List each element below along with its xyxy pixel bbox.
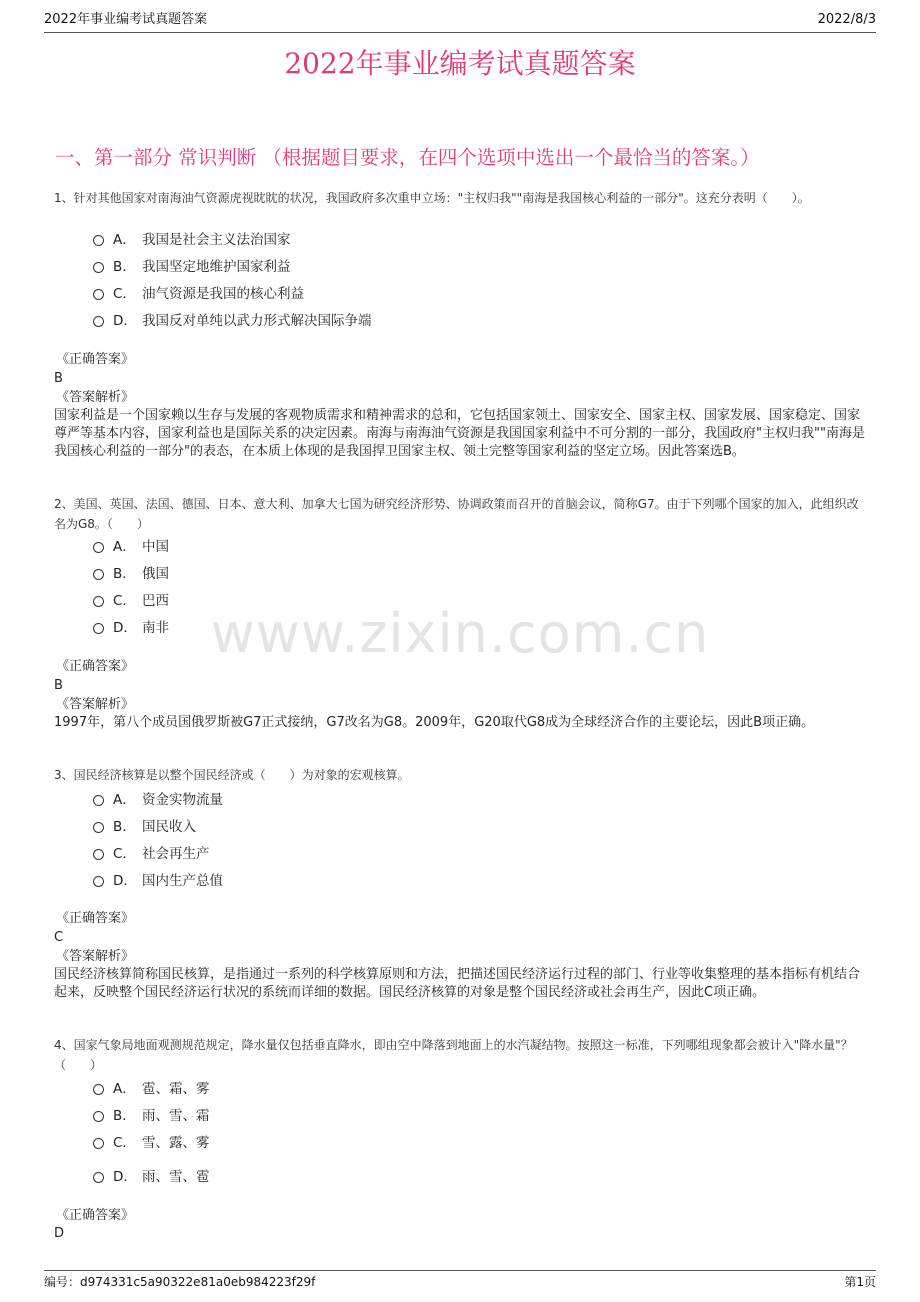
- correct-answer-label: 《正确答案》: [56, 911, 135, 926]
- question-3-stem: 3、国民经济核算是以整个国民经济或（ ）为对象的宏观核算。: [54, 768, 410, 782]
- question-3-option-b[interactable]: B． 国民收入: [93, 815, 196, 835]
- page-header: [44, 10, 876, 33]
- analysis-label: 《答案解析》: [56, 949, 135, 964]
- section-heading: 一、第一部分 常识判断 （根据题目要求，在四个选项中选出一个最恰当的答案。）: [55, 146, 760, 169]
- question-4-stem: 4、国家气象局地面观测规范规定，降水量仅包括垂直降水，即由空中降落到地面上的水汽凝结物。按照这一标准，下列哪组现象都会被计入"降水量"？（ ）: [54, 1038, 853, 1072]
- correct-answer-label: 《正确答案》: [56, 1208, 135, 1223]
- footer-doc-id: 编号：d974331c5a90322e81a0eb984223f29f: [44, 1275, 316, 1289]
- question-1-option-b[interactable]: B． 我国坚定地维护国家利益: [93, 255, 291, 275]
- radio-icon[interactable]: [93, 623, 104, 634]
- analysis-label: 《答案解析》: [56, 390, 135, 405]
- radio-icon[interactable]: [93, 235, 104, 246]
- footer-page-number: 第1页: [844, 1275, 876, 1289]
- question-1-answer: B: [54, 371, 63, 386]
- analysis-label: 《答案解析》: [56, 697, 135, 712]
- radio-icon[interactable]: [93, 822, 104, 833]
- question-1-option-c[interactable]: C． 油气资源是我国的核心利益: [93, 282, 304, 302]
- question-3-option-d[interactable]: D． 国内生产总值: [93, 869, 223, 889]
- question-2-option-b[interactable]: B． 俄国: [93, 562, 169, 582]
- question-3-option-c[interactable]: C． 社会再生产: [93, 842, 210, 862]
- question-1-analysis: 国家利益是一个国家赖以生存与发展的客观物质需求和精神需求的总和，它包括国家领土、国家安全、国家主权、国家发展、国家稳定、国家尊严等基本内容，国家利益也是国际关系的决定因素。南海与南海油气资源是我国国家利益中不可分割的一部分，我国政府"主权归我""南海是我国核心利益的一部分"的表态，在本质上体现的是我国捍卫国家主权、领土完整等国家利益的坚定立场。因此答案选B。: [54, 408, 865, 459]
- radio-icon[interactable]: [93, 569, 104, 580]
- radio-icon[interactable]: [93, 262, 104, 273]
- radio-icon[interactable]: [93, 1084, 104, 1095]
- question-4-option-c[interactable]: C． 雪、露、雾: [93, 1131, 210, 1151]
- correct-answer-label: 《正确答案》: [56, 352, 135, 367]
- radio-icon[interactable]: [93, 316, 104, 327]
- question-2-answer: B: [54, 678, 63, 693]
- radio-icon[interactable]: [93, 542, 104, 553]
- watermark: www.zixin.com.cn: [210, 602, 710, 665]
- question-4-answer: D: [54, 1226, 65, 1241]
- question-3-answer: C: [54, 930, 64, 945]
- question-2-option-d[interactable]: D． 南非: [93, 616, 169, 636]
- page-footer: [44, 1270, 876, 1289]
- header-date: 2022/8/3: [817, 12, 876, 27]
- radio-icon[interactable]: [93, 849, 104, 860]
- correct-answer-label: 《正确答案》: [56, 659, 135, 674]
- page-title: 2022年事业编考试真题答案: [284, 47, 636, 80]
- question-2-analysis: 1997年，第八个成员国俄罗斯被G7正式接纳，G7改名为G8。2009年，G20取代G8成为全球经济合作的主要论坛，因此B项正确。: [54, 715, 815, 730]
- radio-icon[interactable]: [93, 876, 104, 887]
- radio-icon[interactable]: [93, 1111, 104, 1122]
- radio-icon[interactable]: [93, 1172, 104, 1183]
- question-4-option-a[interactable]: A． 雹、霜、雾: [93, 1077, 210, 1097]
- radio-icon[interactable]: [93, 1138, 104, 1149]
- question-4-option-b[interactable]: B． 雨、雪、霜: [93, 1104, 210, 1124]
- question-3-analysis: 国民经济核算简称国民核算，是指通过一系列的科学核算原则和方法，把描述国民经济运行过程的部门、行业等收集整理的基本指标有机结合起来，反映整个国民经济运行状况的系统而详细的数据。国民经济核算的对象是整个国民经济或社会再生产，因此C项正确。: [54, 967, 861, 1000]
- question-2-option-a[interactable]: A． 中国: [93, 535, 169, 555]
- question-1-stem: 1、针对其他国家对南海油气资源虎视眈眈的状况，我国政府多次重申立场："主权归我""南海是我国核心利益的一部分"。这充分表明（ ）。: [54, 191, 810, 205]
- question-2-option-c[interactable]: C． 巴西: [93, 589, 169, 609]
- question-1-option-a[interactable]: A． 我国是社会主义法治国家: [93, 228, 291, 248]
- header-doc-title: 2022年事业编考试真题答案: [44, 12, 208, 27]
- question-4-option-d[interactable]: D． 雨、雪、雹: [93, 1165, 210, 1185]
- radio-icon[interactable]: [93, 596, 104, 607]
- question-3-option-a[interactable]: A． 资金实物流量: [93, 788, 223, 808]
- radio-icon[interactable]: [93, 289, 104, 300]
- radio-icon[interactable]: [93, 795, 104, 806]
- question-1-option-d[interactable]: D． 我国反对单纯以武力形式解决国际争端: [93, 309, 372, 329]
- question-2-stem: 2、美国、英国、法国、德国、日本、意大利、加拿大七国为研究经济形势、协调政策而召开的首脑会议，简称G7。由于下列哪个国家的加入，此组织改名为G8。（ ）: [54, 497, 859, 531]
